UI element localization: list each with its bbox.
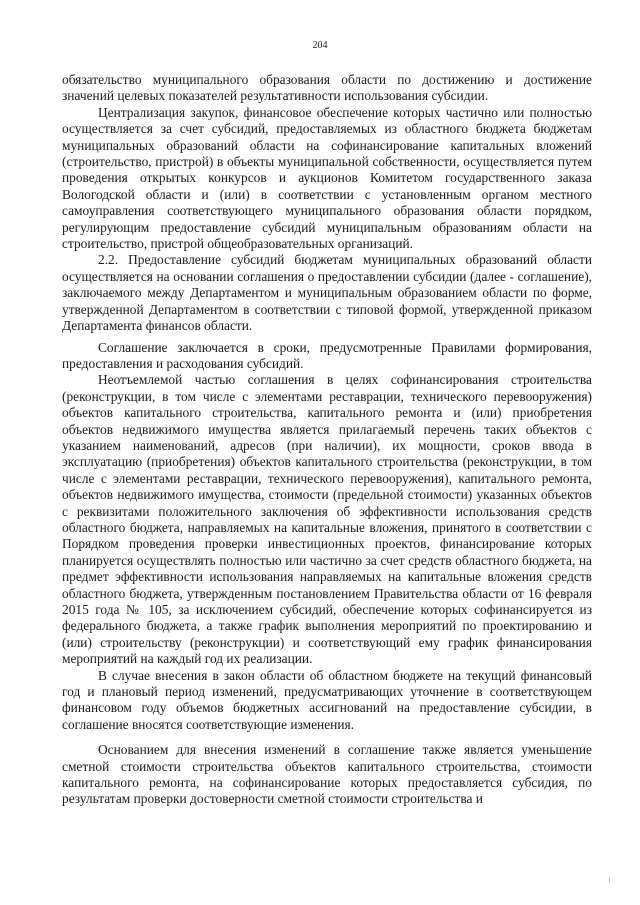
paragraph-procurement-centralization: Централизация закупок, финансовое обеспечение которых частично или полностью осуществляется за счет субсидий, предоставляемых из областного бюджета бюджетам муниципальных образований области на софинансирование капитальных вложений (строительство, пристрой) в объекты муниципальной собственности, осуществляется путем проведения открытых конкурсов и аукционов Комитетом государственного заказа Вологодской области и (или) в соответствии с установленным органом местного самоуправления соответствующего муниципального образования области порядком, регулирующим предоставление субсидий муниципальным образованиям области на строительство, пристрой общеобразовательных организаций. (62, 104, 592, 252)
page-number: 204 (312, 40, 328, 51)
paragraph-agreement-annex: Неотъемлемой частью соглашения в целях софинансирования строительства (реконструкции, в том числе с элементами реставрации, технического перевооружения) объектов капитального строительства, капитального ремонта и (или) приобретения объектов недвижимого имущества является прилагаемый перечень таких объектов с указанием наименований, адресов (при наличии), их мощности, сроков ввода в эксплуатацию (приобретения) объектов капитального строительства (реконструкции, в том числе с элементами реставрации, технического перевооружения), капитального ремонта, объектов недвижимого имущества, стоимости (предельной стоимости) указанных объектов с реквизитами положительного заключения об эффективности использования средств областного бюджета, направляемых на капитальные вложения, принятого в соответствии с Порядком проведения проверки инвестиционных проектов, финансирование которых планируется осуществлять полностью или частично за счет средств областного бюджета, на предмет эффективности использования направляемых на капитальные вложения средств областного бюджета, утвержденным постановлением Правительства области от 16 февраля 2015 года № 105, за исключением субсидий, обеспечение которых софинансируется из федерального бюджета, а также график выполнения мероприятий по проектированию и (или) строительству (реконструкции) и соответствующий ему график финансирования мероприятий на каждый год их реализации. (62, 372, 592, 667)
paragraph-continuation: обязательство муниципального образования области по достижению и достижение значений целевых показателей результативности использования субсидии. (62, 72, 592, 104)
document-body (62, 72, 592, 808)
paragraph-section-2-2: 2.2. Предоставление субсидий бюджетам муниципальных образований области осуществляется на основании соглашения о предоставлении субсидии (далее - соглашение), заключаемого между Департаментом и муниципальным образованием области по форме, утвержденной Департаментом в соответствии с типовой формой, утвержденной приказом Департамента финансов области. (62, 252, 592, 334)
scan-margin-mark (609, 877, 610, 883)
paragraph-budget-changes: В случае внесения в закон области об областном бюджете на текущий финансовый год и плановый период изменений, предусматривающих уточнение в соответствующем финансовом году объемов бюджетных ассигнований на предоставление субсидии, в соглашение вносятся соответствующие изменения. (62, 667, 592, 732)
paragraph-change-grounds: Основанием для внесения изменений в соглашение также является уменьшение сметной стоимости строительства объектов капитального строительства, стоимости капитального ремонта, на софинансирование которых предоставляется субсидия, по результатам проверки достоверности сметной стоимости строительства и (62, 742, 592, 807)
paragraph-agreement-terms: Соглашение заключается в сроки, предусмотренные Правилами формирования, предоставления и расходования субсидий. (62, 339, 592, 371)
